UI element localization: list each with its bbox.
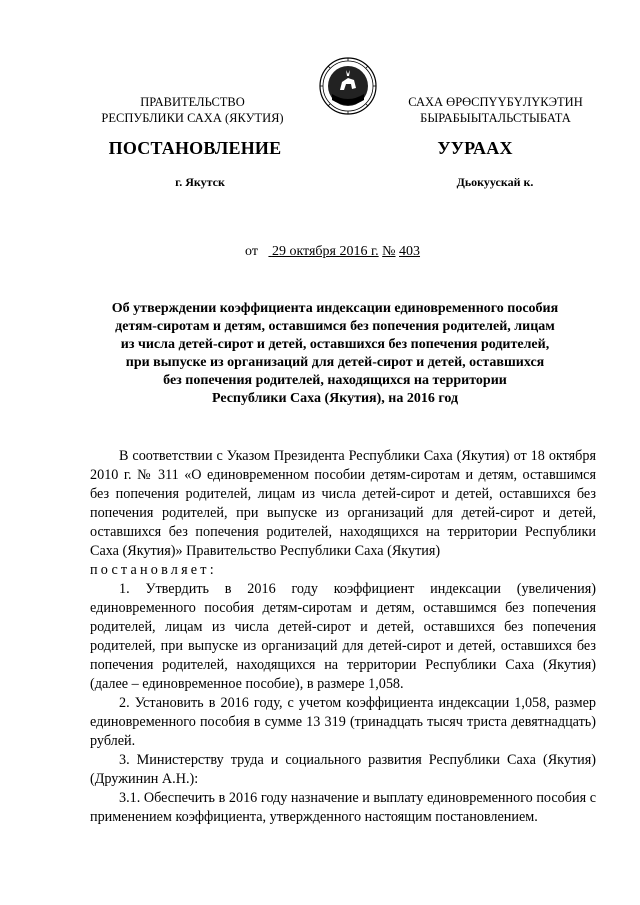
decree-date: 29 октября 2016 г. (271, 244, 379, 259)
subject-line: без попечения родителей, находящихся на территории (163, 373, 507, 388)
date-prefix: от (245, 244, 258, 259)
decree-subject (95, 300, 575, 408)
document-title-ru: ПОСТАНОВЛЕНИЕ (108, 138, 282, 158)
city-sakha: Дьокуускай к. (456, 175, 534, 189)
government-name-ru (90, 94, 295, 126)
subject-line: Об утверждении коэффициента индексации единовременного пособия (111, 301, 559, 316)
item-2-paragraph: 2. Установить в 2016 году, с учетом коэффициента индексации 1,058, размер единовременного пособия в сумме 13 319 (тринадцать тысяч триста девятнадцать) рублей. (90, 695, 596, 749)
subject-line: детям-сиротам и детям, оставшимся без попечения родителей, лицам (115, 319, 555, 334)
government-line-1: ПРАВИТЕЛЬСТВО (140, 95, 245, 109)
government-line-2: РЕСПУБЛИКИ САХА (ЯКУТИЯ) (101, 111, 284, 125)
coat-of-arms-emblem (318, 56, 378, 116)
decree-number: 403 (399, 244, 421, 259)
decree-body (90, 447, 596, 827)
item-1-paragraph: 1. Утвердить в 2016 году коэффициент индексации (увеличения) единовременного пособия детям-сиротам и детям, оставшимся без попечения родителей, лицам из числа детей-сирот и детей, оставшихся без попечения родителей, при выпуске из организаций для детей-сирот и детей, оставшихся без попечения родителей, находящихся на территории Республики Саха (Якутия) (далее – единовременное пособие), в размере 1,058. (90, 581, 596, 692)
subject-line: из числа детей-сирот и детей, оставшихся без попечения родителей, (120, 337, 550, 352)
subject-line: Республики Саха (Якутия), на 2016 год (211, 391, 459, 406)
decree-word: постановляет: (90, 562, 217, 578)
city-ru: г. Якутск (175, 175, 225, 189)
item-3-1-paragraph: 3.1. Обеспечить в 2016 году назначение и выплату единовременного пособия с применением коэффициента, утвержденного настоящим постановлением. (90, 790, 596, 825)
government-sakha-line-2: БЫРАБЫЫТАЛЬСТЫБАТА (420, 111, 571, 125)
document-title-sakha: УУРААХ (437, 138, 513, 158)
subject-line: при выпуске из организаций для детей-сирот и детей, оставшихся (125, 355, 545, 370)
government-sakha-line-1: САХА ӨРӨСПҮҮБҮЛҮКЭТИН (408, 95, 583, 109)
government-name-sakha (388, 94, 603, 126)
decree-number-label: № (382, 244, 396, 259)
decree-date-line (245, 244, 420, 260)
item-3-paragraph: 3. Министерству труда и социального развития Республики Саха (Якутия) (Дружинин А.Н.): (90, 752, 596, 787)
preamble-paragraph: В соответствии с Указом Президента Республики Саха (Якутия) от 18 октября 2010 г. № 311 «О единовременном пособии детям-сиротам и детям, оставшимся без попечения родителей, лицам из числа детей-сирот и детей, оставшихся без попечения родителей, при выпуске из организаций для детей-сирот и детей, оставшихся без попечения родителей, находящихся на территории Республики Саха (Якутия)» Правительство Республики Саха (Якутия) (90, 448, 596, 559)
